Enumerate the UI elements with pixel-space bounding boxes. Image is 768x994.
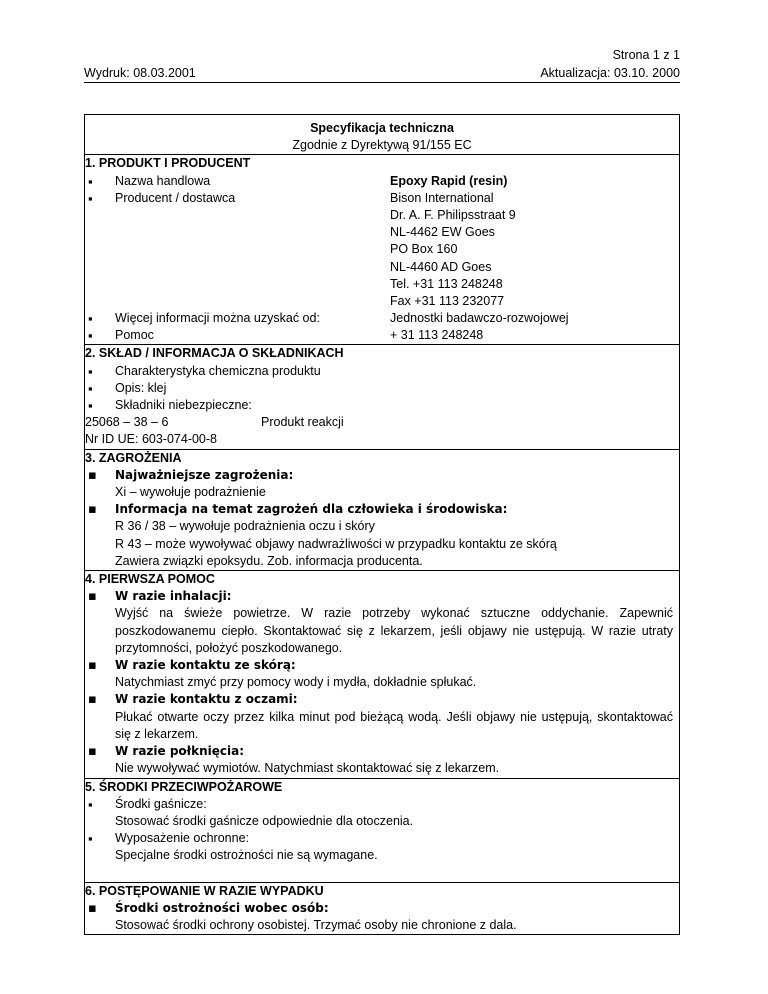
section-5 <box>85 778 679 882</box>
description: ▪ Opis: klej <box>85 380 679 397</box>
inhalation-text: Wyjść na świeże powietrze. W razie potrzeby wykonać sztuczne oddychanie. Zapewnić poszkodowanemu ciepło. Skontaktować się z lekarzem, jeśli objawy nie ustępują. W razie utraty przytomności, położyć poszkodowanego. <box>115 606 673 655</box>
personal-precautions-label: ▪ Środki ostrożności wobec osób: <box>85 900 679 917</box>
section-1 <box>85 154 679 344</box>
section-4-heading: 4. PIERWSZA POMOC <box>85 572 215 587</box>
producer-line: NL-4462 EW Goes <box>390 225 495 240</box>
producer-line: Dr. A. F. Philipsstraat 9 <box>390 208 516 223</box>
cas-substance: Produkt reakcji <box>261 415 344 430</box>
hazardous-ingredients: ▪ Składniki niebezpieczne: <box>85 397 679 414</box>
eye-contact-label: ▪ W razie kontaktu z oczami: <box>85 691 679 708</box>
section-6-heading: 6. POSTĘPOWANIE W RAZIE WYPADKU <box>85 883 324 898</box>
cas-number: 25068 – 38 – 6 <box>85 415 169 430</box>
producer-line: Fax +31 113 232077 <box>390 294 505 309</box>
help-value: + 31 113 248248 <box>390 328 484 343</box>
producer-line: NL-4460 AD Goes <box>390 259 492 274</box>
more-info-label: ▪ Więcej informacji można uzyskać od: <box>85 310 679 327</box>
producer-address <box>390 190 516 310</box>
update-date: Aktualizacja: 03.10. 2000 <box>540 66 680 80</box>
producer-label: ▪ Producent / dostawca <box>85 190 679 207</box>
section-3 <box>85 449 679 570</box>
skin-contact-label: ▪ W razie kontaktu ze skórą: <box>85 657 679 674</box>
protective-equipment-text: Specjalne środki ostrożności nie są wymagane. <box>115 848 378 863</box>
inhalation-label: ▪ W razie inhalacji: <box>85 588 679 605</box>
hazard-info-line: R 36 / 38 – wywołuje podrażnienia oczu i skóry <box>115 519 375 534</box>
producer-line: Tel. +31 113 248248 <box>390 276 503 291</box>
header-divider <box>84 82 680 83</box>
section-3-heading: 3. ZAGROŻENIA <box>85 450 182 465</box>
main-hazards-label: ▪ Najważniejsze zagrożenia: <box>85 467 679 484</box>
section-5-heading: 5. ŚRODKI PRZECIWPOŻAROWE <box>85 779 283 794</box>
section-2 <box>85 344 679 448</box>
hazard-info-label: ▪ Informacja na temat zagrożeń dla człowieka i środowiska: <box>85 501 679 518</box>
section-1-heading: 1. PRODUKT I PRODUCENT <box>85 156 251 171</box>
more-info-value: Jednostki badawczo-rozwojowej <box>390 311 569 326</box>
section-2-heading: 2. SKŁAD / INFORMACJA O SKŁADNIKACH <box>85 346 344 361</box>
skin-contact-text: Natychmiast zmyć przy pomocy wody i mydła, dokładnie spłukać. <box>115 675 477 690</box>
section-6 <box>85 882 679 935</box>
extinguishing-label: ▪ Środki gaśnicze: <box>85 796 679 813</box>
help-row <box>85 327 679 344</box>
trade-name-row <box>85 173 679 190</box>
main-hazards-text: Xi – wywołuje podrażnienie <box>115 485 266 500</box>
chemical-characteristics: ▪ Charakterystyka chemiczna produktu <box>85 363 679 380</box>
cas-row <box>85 414 679 431</box>
specification-table <box>84 114 680 935</box>
protective-equipment-label: ▪ Wyposażenie ochronne: <box>85 830 679 847</box>
document-subtitle: Zgodnie z Dyrektywą 91/155 EC <box>292 138 472 153</box>
hazard-info-line: R 43 – może wywoływać objawy nadwrażliwości w przypadku kontaktu ze skórą <box>115 536 557 551</box>
document-title: Specyfikacja techniczna <box>310 121 454 135</box>
producer-line: PO Box 160 <box>390 242 458 257</box>
help-label: ▪ Pomoc <box>85 327 679 344</box>
page-number: Strona 1 z 1 <box>612 48 680 62</box>
trade-name-value: Epoxy Rapid (resin) <box>390 173 508 188</box>
trade-name-label: ▪ Nazwa handlowa <box>85 173 679 190</box>
ec-number: Nr ID UE: 603-074-00-8 <box>85 432 218 447</box>
section-title-block <box>85 115 679 154</box>
hazard-info-line: Zawiera związki epoksydu. Zob. informacja producenta. <box>115 553 423 568</box>
print-date: Wydruk: 08.03.2001 <box>84 66 196 80</box>
eye-contact-text: Płukać otwarte oczy przez kilka minut pod bieżącą wodą. Jeśli objawy nie ustępują, skontaktować się z lekarzem. <box>115 709 673 741</box>
ingestion-label: ▪ W razie połknięcia: <box>85 743 679 760</box>
page-header-right <box>540 46 680 82</box>
producer-line: Bison International <box>390 190 494 205</box>
ingestion-text: Nie wywoływać wymiotów. Natychmiast skontaktować się z lekarzem. <box>115 761 500 776</box>
more-info-row <box>85 310 679 327</box>
producer-row <box>85 190 679 310</box>
section-4 <box>85 570 679 777</box>
extinguishing-text: Stosować środki gaśnicze odpowiednie dla otoczenia. <box>115 813 414 828</box>
personal-precautions-text: Stosować środki ochrony osobistej. Trzymać osoby nie chronione z dala. <box>115 917 517 932</box>
